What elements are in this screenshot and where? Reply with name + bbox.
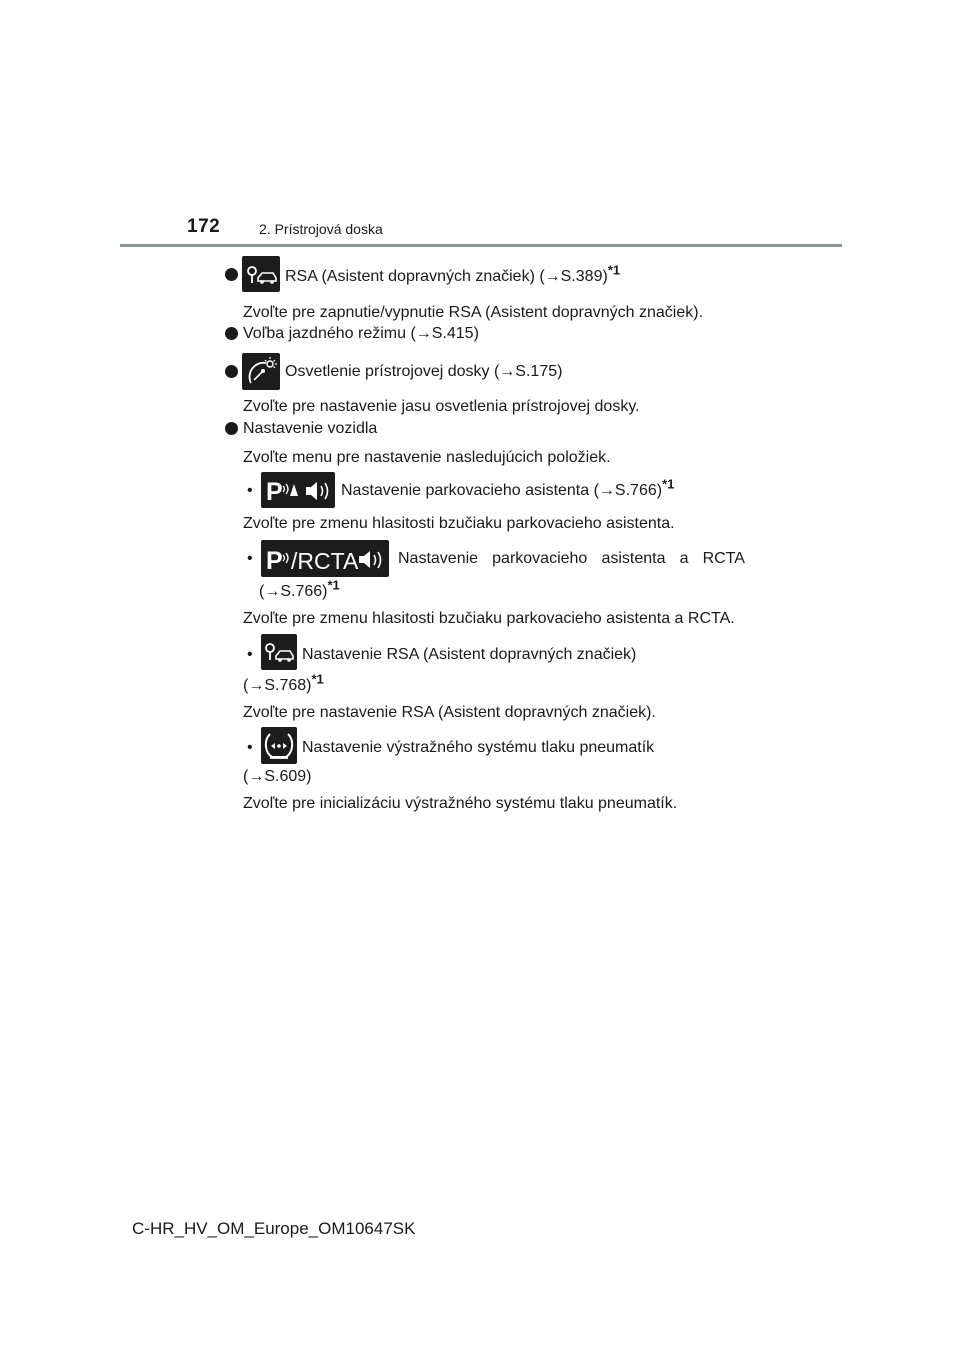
sub-bullet: • <box>247 646 253 663</box>
rsa-label: RSA (Asistent dopravných značiek) $(\to S.389)^{*1}$ <box>285 262 621 285</box>
tire-pressure-label-cont: (→S.609) <box>243 768 312 785</box>
parking-rcta-label-cont: $(\to S.766)^{*1}$ <box>259 577 340 600</box>
parking-icon-letter: P <box>266 478 283 506</box>
rsa-settings-icon <box>261 634 297 670</box>
parking-rcta-volume-icon <box>261 540 389 577</box>
page-number: 172 <box>187 216 221 237</box>
illumination-icon <box>242 353 280 390</box>
parking-assist-volume-icon <box>261 472 335 508</box>
parking-rcta-label: Nastavenie parkovacieho asistenta a RCTA <box>398 550 745 567</box>
parking-rcta-description: Zvoľte pre zmenu hlasitosti bzučiaku parkovacieho asistenta a RCTA. <box>243 610 735 627</box>
sub-bullet: • <box>247 482 253 499</box>
drive-mode-label: Voľba jazdného režimu (→S.415) <box>243 325 479 342</box>
parking-icon-letter: P <box>266 547 283 575</box>
rcta-icon-text: /RCTA <box>291 548 359 574</box>
parking-assist-label: Nastavenie parkovacieho asistenta $(\to S.766)^{*1}$ <box>341 476 675 499</box>
bullet <box>225 422 238 435</box>
header-divider <box>120 244 842 247</box>
document-id: C-HR_HV_OM_Europe_OM10647SK <box>132 1219 416 1238</box>
rsa-settings-label-cont: $(\to S.768)^{*1}$ <box>243 671 324 694</box>
tire-pressure-label: Nastavenie výstražného systému tlaku pneumatík <box>302 739 655 756</box>
vehicle-settings-description: Zvoľte menu pre nastavenie nasledujúcich položiek. <box>243 449 611 466</box>
section-title: 2. Prístrojová doska <box>259 221 383 237</box>
bullet <box>225 365 238 378</box>
tire-pressure-description: Zvoľte pre inicializáciu výstražného systému tlaku pneumatík. <box>243 795 678 812</box>
rsa-description: Zvoľte pre zapnutie/vypnutie RSA (Asistent dopravných značiek). <box>243 304 704 321</box>
bullet <box>225 268 238 281</box>
bullet <box>225 327 238 340</box>
tire-pressure-icon <box>261 727 297 764</box>
rsa-settings-description: Zvoľte pre nastavenie RSA (Asistent dopravných značiek). <box>243 704 656 721</box>
sub-bullet: • <box>247 739 253 756</box>
illumination-label: Osvetlenie prístrojovej dosky (→S.175) <box>285 363 563 380</box>
rsa-sign-icon <box>242 256 280 292</box>
parking-assist-description: Zvoľte pre zmenu hlasitosti bzučiaku parkovacieho asistenta. <box>243 515 675 532</box>
rsa-settings-label: Nastavenie RSA (Asistent dopravných značiek) <box>302 646 637 663</box>
vehicle-settings-label: Nastavenie vozidla <box>243 420 378 437</box>
sub-bullet: • <box>247 550 253 567</box>
illumination-description: Zvoľte pre nastavenie jasu osvetlenia prístrojovej dosky. <box>243 398 640 415</box>
